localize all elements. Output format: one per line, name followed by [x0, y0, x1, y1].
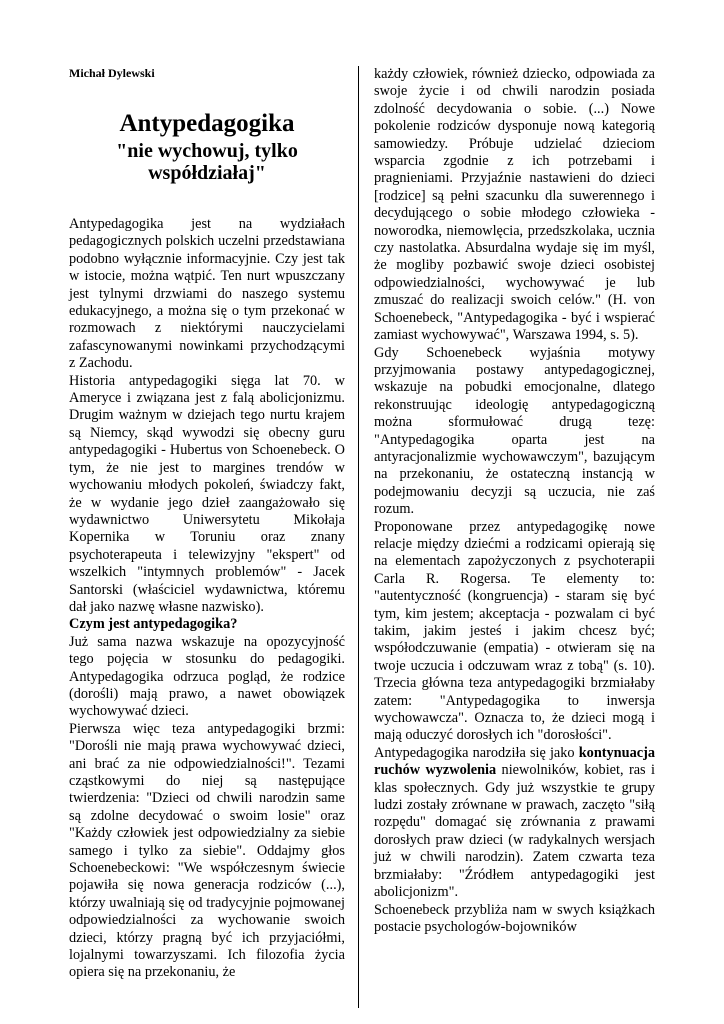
section-heading: Czym jest antypedagogika? [69, 616, 238, 633]
paragraph: Antypedagogika jest na wydziałach pedagogicznych polskich uczelni przedstawiana podobno wyłącznie informacyjnie. Czy jest tak w istocie, można wątpić. Ten nurt wpuszczany jest tylnymi drzwiami do naszego systemu edukacyjnego, a można się o tym przekonać w rozmowach z niektórymi nauczycielami zafascynowanymi nowinkami przychodzącymi z Zachodu. [69, 216, 345, 372]
author-name: Michał Dylewski [69, 66, 155, 80]
paragraph-text: niewolników, kobiet, ras i klas społecznych. Gdy już wszystkie te grupy ludzi zostały zrównane w prawach, zaczęto "siłą rozpędu" domagać się zrównania z prawami dorosłych praw dzieci (w radykalnych wersjach już w chwili narodzin). Zatem czwarta teza brzmiałaby: "Źródłem antypedagogiki jest abolicjonizm". [374, 762, 655, 901]
article-title: Antypedagogika [119, 110, 295, 137]
article-subtitle: "nie wychowuj, tylko współdziałaj" [116, 140, 298, 184]
emphasized-text: kontynuacja ruchów wyzwolenia [374, 744, 655, 779]
paragraph [374, 745, 655, 902]
paragraph: Proponowane przez antypedagogikę nowe relacje między dziećmi a rodzicami opierają się na elementach zapożyczonych z psychoterapii Carla R. Rogersa. Te elementy to: "autentyczność (kongruencja) - staram się być tym, kim jestem; akceptacja - pozwalam ci być takim, jakim jesteś i jakim chcesz być; współodczuwanie (empatia) - otwieram się na twoje uczucia i odczuwam wraz z tobą" (s. 10). Trzecia główna teza antypedagogiki brzmiałaby zatem: "Antypedagogika to inwersja wychowawcza". Oznacza to, że dzieci mogą i mają oduczyć dorosłych ich "dorosłości". [374, 518, 655, 744]
paragraph: Schoenebeck przybliża nam w swych książkach postacie psychologów-bojowników [374, 901, 655, 935]
paragraph-text: Antypedagogika narodziła się jako [374, 744, 579, 761]
paragraph: każdy człowiek, również dziecko, odpowiada za swoje życie i od chwili narodzin posiada zdolność decydowania o sobie. (...) Nowe pokolenie rodziców dysponuje nową kategorią samowiedzy. Próbuje udzielać dzieciom wsparcia zgodnie z ich potrzebami i pragnieniami. Przyjaźnie nastawieni do dzieci [rodzice] są pełni szacunku dla suwerennego i decydującego o sobie młodego człowieka - noworodka, niemowlęcia, przedszkolaka, ucznia czy nastolatka. Absurdalna wydaje się im myśl, że mogliby pozbawić swoje dzieci osobistej odpowiedzialności, wychowywać je lub zmuszać do realizacji swoich celów." (H. von Schoenebeck, "Antypedagogika - być i wspierać zamiast wychowywać", Warszawa 1994, s. 5). [374, 66, 655, 344]
paragraph: Już sama nazwa wskazuje na opozycyjność tego pojęcia w stosunku do pedagogiki. Antypedagogika odrzuca pogląd, że rodzice (dorośli) mają prawo, a nawet obowiązek wychowywać dzieci. [69, 633, 345, 720]
paragraph: Historia antypedagogiki sięga lat 70. w Ameryce i związana jest z falą abolicjonizmu. Drugim ważnym w dziejach tego nurtu krajem są Niemcy, skąd wywodzi się obecny guru antypedagogiki - Hubertus von Schoenebeck. O tym, że nie jest to margines trendów w wychowaniu młodych pokoleń, świadczy fakt, że w wydanie jego dzieł zaangażowało się wydawnictwo Uniwersytetu Mikołaja Kopernika w Toruniu oraz znany psychoterapeuta i telewizyjny "ekspert" od wszelkich "intymnych problemów" - Jacek Santorski (właściciel wydawnictwa, któremu dał jako nazwę własne nazwisko). [69, 372, 345, 615]
left-column [69, 66, 345, 982]
paragraph: Pierwsza więc teza antypedagogiki brzmi: "Dorośli nie mają prawa wychowywać dzieci, ani brać za nie odpowiedzialności!". Tezami cząstkowymi do niej są następujące twierdzenia: "Dzieci od chwili narodzin same są zdolne decydować o swoim losie" oraz "Każdy człowiek jest odpowiedzialny za siebie samego i tylko za siebie". Oddajmy głos Schoenebeckowi: "We współczesnym świecie pojawiła się nowa generacja rodziców (...), którzy uwalniają się od tradycyjnie pojmowanej odpowiedzialności za wychowanie swoich dzieci, którzy pragną być ich przyjaciółmi, lojalnymi towarzyszami. Ich filozofia życia opiera się na przekonaniu, że [69, 720, 345, 981]
right-column [374, 66, 655, 936]
column-divider [358, 66, 359, 1008]
paragraph: Gdy Schoenebeck wyjaśnia motywy przyjmowania postawy antypedagogicznej, wskazuje na pobudki emocjonalne, dlatego rekonstruując ideologię antypedagogiczną można sformułować drugą tezę: "Antypedagogika oparta jest na antyracjonalizmie wychowawczym", bazującym na przekonaniu, że ostateczną instancją w podejmowaniu decyzji są uczucia, nie zaś rozum. [374, 344, 655, 518]
